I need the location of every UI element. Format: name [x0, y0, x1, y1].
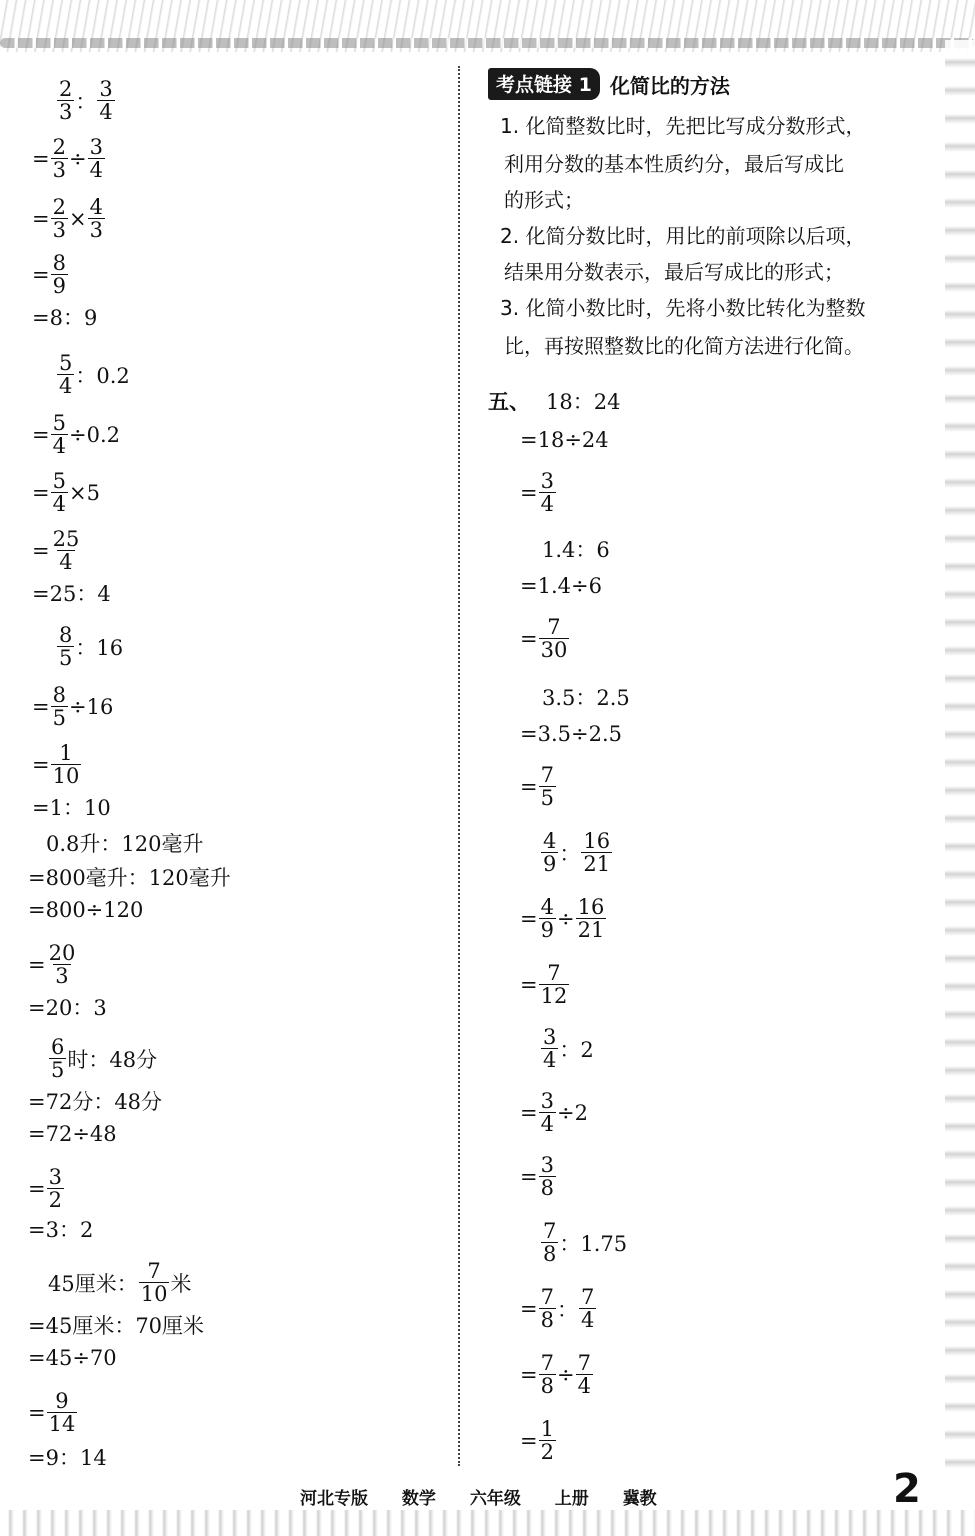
expression-text: =9：14 — [28, 1446, 107, 1470]
denominator: 30 — [540, 638, 568, 663]
fraction — [51, 136, 68, 181]
numerator: 8 — [59, 623, 73, 647]
tip-line-5: 3. 化简小数比时，先将小数比转化为整数 — [500, 296, 866, 320]
expression-text: = — [32, 752, 50, 777]
numerator: 3 — [540, 469, 554, 493]
expression-text: ：1.75 — [559, 1231, 628, 1256]
denominator: 4 — [99, 100, 113, 125]
fraction — [541, 1220, 558, 1265]
expression-text: = — [520, 1164, 538, 1189]
expression-text: = — [520, 1362, 538, 1387]
left-step-14 — [46, 828, 203, 858]
left-step-20 — [28, 1086, 162, 1116]
numerator: 3 — [540, 1153, 554, 1177]
left-step-13 — [32, 792, 111, 822]
column-divider — [458, 66, 460, 1466]
numerator: 8 — [52, 683, 66, 707]
numerator: 3 — [48, 1165, 62, 1189]
right-step-11 — [520, 962, 570, 1007]
expression-text: ：0.2 — [75, 363, 130, 388]
fraction — [579, 1286, 596, 1331]
denominator: 4 — [59, 374, 73, 399]
numerator: 16 — [577, 895, 605, 919]
right-step-4 — [520, 574, 602, 598]
numerator: 25 — [52, 527, 80, 551]
fraction — [539, 1090, 556, 1135]
expression-text: =800毫升：120毫升 — [28, 866, 231, 890]
expression-text: = — [520, 626, 538, 651]
expression-text: ÷0.2 — [68, 422, 120, 447]
footer-subject: 数学 — [401, 1489, 436, 1509]
fraction — [51, 742, 82, 787]
section-label-five: 五、 — [488, 390, 530, 414]
expression-text: ： — [75, 89, 97, 114]
fraction — [539, 470, 556, 515]
expression-text: = — [32, 206, 50, 231]
expression-text: 1.4：6 — [542, 538, 610, 562]
footer-publisher: 冀教 — [622, 1489, 657, 1509]
denominator: 5 — [52, 706, 66, 731]
expression-text: ÷16 — [68, 694, 114, 719]
expression-text: =20：3 — [28, 996, 107, 1020]
denominator: 4 — [543, 1048, 557, 1073]
left-step-0 — [56, 78, 116, 123]
expression-text: =1.4÷6 — [520, 574, 602, 598]
denominator: 12 — [540, 984, 568, 1009]
right-step-0 — [546, 386, 620, 416]
expression-text: 米 — [170, 1271, 192, 1296]
denominator: 3 — [55, 964, 69, 989]
fraction — [541, 830, 558, 875]
fraction — [539, 1352, 556, 1397]
expression-text: ：16 — [75, 635, 124, 660]
fraction — [88, 136, 105, 181]
fraction — [581, 830, 612, 875]
denominator: 8 — [540, 1374, 554, 1399]
left-step-4 — [32, 302, 97, 332]
numerator: 8 — [52, 251, 66, 275]
numerator: 7 — [577, 1351, 591, 1375]
tip-line-6: 比，再按照整数比的化简方法进行化简。 — [504, 334, 864, 358]
expression-text: = — [520, 972, 538, 997]
numerator: 7 — [540, 1351, 554, 1375]
fraction — [51, 684, 68, 729]
numerator: 7 — [547, 961, 561, 985]
left-step-16 — [28, 898, 143, 922]
expression-text: = — [32, 538, 50, 563]
expression-text: =45÷70 — [28, 1346, 117, 1370]
denominator: 5 — [51, 1058, 65, 1083]
right-step-14 — [520, 1154, 557, 1199]
expression-text: × — [68, 206, 87, 231]
tip-box — [488, 68, 730, 100]
fraction — [88, 196, 105, 241]
expression-text: = — [32, 480, 50, 505]
left-step-12 — [32, 742, 82, 787]
tip-tag: 考点链接 1 — [488, 68, 600, 100]
numerator: 20 — [48, 941, 76, 965]
denominator: 8 — [540, 1176, 554, 1201]
denominator: 5 — [540, 786, 554, 811]
right-step-17 — [520, 1352, 594, 1397]
footer-grade: 六年级 — [469, 1489, 521, 1509]
denominator: 4 — [52, 492, 66, 517]
left-step-8 — [32, 528, 82, 573]
expression-text: 45厘米： — [48, 1271, 138, 1296]
left-step-5 — [56, 352, 130, 397]
expression-text: 时：48分 — [67, 1047, 158, 1072]
left-step-21 — [28, 1122, 117, 1146]
expression-text: ÷ — [68, 146, 87, 171]
left-step-23 — [28, 1214, 93, 1244]
numerator: 4 — [540, 895, 554, 919]
left-step-25 — [28, 1310, 204, 1340]
right-step-3 — [542, 534, 610, 564]
numerator: 3 — [540, 1089, 554, 1113]
denominator: 4 — [540, 492, 554, 517]
denominator: 9 — [52, 274, 66, 299]
numerator: 7 — [580, 1285, 595, 1309]
expression-text: =72分：48分 — [28, 1090, 163, 1114]
tip-line-2: 的形式； — [504, 188, 584, 212]
denominator: 4 — [577, 1374, 591, 1399]
right-step-10 — [520, 896, 607, 941]
numerator: 2 — [52, 195, 66, 219]
right-step-2 — [520, 470, 557, 515]
denominator: 4 — [59, 550, 73, 575]
fraction — [51, 252, 68, 297]
left-step-17 — [28, 942, 78, 987]
footer-volume: 上册 — [554, 1489, 589, 1509]
right-step-6 — [542, 682, 630, 712]
tip-line-4: 结果用分数表示，最后写成比的形式； — [504, 260, 844, 284]
expression-text: 3.5：2.5 — [542, 686, 630, 710]
left-step-28 — [28, 1442, 107, 1472]
numerator: 9 — [55, 1389, 69, 1413]
fraction — [539, 1286, 556, 1331]
expression-text: = — [520, 906, 538, 931]
left-step-24 — [48, 1260, 191, 1305]
expression-text: = — [520, 1428, 538, 1453]
expression-text: = — [32, 146, 50, 171]
numerator: 3 — [99, 77, 113, 101]
fraction — [539, 896, 556, 941]
denominator: 21 — [583, 852, 611, 877]
numerator: 2 — [52, 135, 66, 159]
denominator: 10 — [52, 764, 80, 789]
numerator: 1 — [540, 1417, 554, 1441]
denominator: 3 — [52, 218, 66, 243]
fraction — [539, 764, 556, 809]
left-step-15 — [28, 862, 231, 892]
fraction — [576, 896, 607, 941]
left-step-2 — [32, 196, 106, 241]
right-step-13 — [520, 1090, 588, 1135]
numerator: 6 — [51, 1035, 65, 1059]
denominator: 4 — [540, 1112, 554, 1137]
denominator: 9 — [540, 918, 554, 943]
numerator: 7 — [540, 1285, 554, 1309]
expression-text: ：2 — [559, 1037, 594, 1062]
expression-text: = — [520, 1296, 538, 1321]
expression-text: =25：4 — [32, 582, 111, 606]
expression-text: = — [28, 952, 46, 977]
left-step-7 — [32, 470, 100, 515]
fraction — [51, 196, 68, 241]
fraction — [539, 962, 570, 1007]
numerator: 1 — [59, 741, 73, 765]
expression-text: = — [28, 1176, 46, 1201]
expression-text: =45厘米：70厘米 — [28, 1314, 205, 1338]
left-step-10 — [56, 624, 123, 669]
right-step-18 — [520, 1418, 557, 1463]
numerator: 4 — [543, 829, 557, 853]
numerator: 5 — [52, 411, 66, 435]
fraction — [47, 1166, 64, 1211]
fraction — [97, 78, 114, 123]
right-step-16 — [520, 1286, 597, 1331]
expression-text: ： — [559, 841, 581, 866]
fraction — [539, 616, 570, 661]
denominator: 8 — [543, 1242, 557, 1267]
expression-text: =3.5÷2.5 — [520, 722, 622, 746]
left-step-1 — [32, 136, 106, 181]
left-step-27 — [28, 1390, 78, 1435]
fraction — [57, 624, 74, 669]
decorative-top-border — [0, 0, 975, 52]
expression-text: = — [32, 694, 50, 719]
expression-text: ÷ — [556, 906, 575, 931]
decorative-right-edge — [945, 40, 975, 1480]
numerator: 7 — [547, 615, 561, 639]
right-step-15 — [540, 1220, 627, 1265]
expression-text: = — [520, 480, 538, 505]
expression-text: ÷2 — [556, 1100, 588, 1125]
numerator: 7 — [540, 763, 554, 787]
footer — [300, 1484, 685, 1509]
numerator: 5 — [59, 351, 73, 375]
expression-text: = — [520, 1100, 538, 1125]
right-step-8 — [520, 764, 557, 809]
tip-line-0: 1. 化简整数比时，先把比写成分数形式， — [500, 114, 866, 138]
fraction — [47, 1390, 78, 1435]
expression-text: =3：2 — [28, 1218, 94, 1242]
expression-text: 18：24 — [546, 390, 621, 414]
fraction — [47, 942, 78, 987]
numerator: 7 — [543, 1219, 557, 1243]
left-step-3 — [32, 252, 69, 297]
left-step-18 — [28, 992, 107, 1022]
denominator: 21 — [577, 918, 605, 943]
left-step-19 — [48, 1036, 157, 1081]
expression-text: = — [32, 422, 50, 447]
numerator: 3 — [89, 135, 103, 159]
denominator: 10 — [140, 1282, 168, 1307]
expression-text: =18÷24 — [520, 428, 609, 452]
denominator: 3 — [59, 100, 73, 125]
fraction — [539, 1418, 556, 1463]
right-step-1 — [520, 428, 609, 452]
denominator: 14 — [48, 1412, 76, 1437]
expression-text: ： — [556, 1297, 578, 1322]
fraction — [49, 1036, 66, 1081]
numerator: 7 — [147, 1259, 161, 1283]
left-step-11 — [32, 684, 113, 729]
fraction — [539, 1154, 556, 1199]
expression-text: = — [28, 1400, 46, 1425]
fraction — [576, 1352, 593, 1397]
denominator: 3 — [52, 158, 66, 183]
left-step-22 — [28, 1166, 65, 1211]
tip-line-1: 利用分数的基本性质约分，最后写成比 — [504, 152, 844, 176]
expression-text: ÷ — [556, 1362, 575, 1387]
left-step-6 — [32, 412, 120, 457]
denominator: 8 — [540, 1308, 554, 1333]
right-step-9 — [540, 830, 613, 875]
decorative-bottom-border — [0, 1510, 975, 1536]
right-step-5 — [520, 616, 570, 661]
tip-title: 化简比的方法 — [609, 73, 730, 98]
denominator: 9 — [543, 852, 557, 877]
numerator: 16 — [583, 829, 611, 853]
expression-text: =8：9 — [32, 306, 98, 330]
expression-text: =800÷120 — [28, 898, 144, 922]
footer-edition: 河北专版 — [300, 1489, 368, 1509]
numerator: 2 — [59, 77, 73, 101]
denominator: 3 — [89, 218, 103, 243]
denominator: 4 — [52, 434, 66, 459]
expression-text: = — [520, 774, 538, 799]
expression-text: = — [32, 262, 50, 287]
fraction — [139, 1260, 170, 1305]
denominator: 4 — [89, 158, 103, 183]
tip-line-3: 2. 化简分数比时，用比的前项除以后项， — [500, 224, 866, 248]
fraction — [57, 352, 74, 397]
fraction — [57, 78, 74, 123]
expression-text: =72÷48 — [28, 1122, 117, 1146]
right-step-7 — [520, 722, 622, 746]
denominator: 4 — [580, 1308, 595, 1333]
numerator: 3 — [543, 1025, 557, 1049]
right-step-12 — [540, 1026, 594, 1071]
left-step-9 — [32, 578, 111, 608]
page-number: 2 — [893, 1466, 921, 1512]
fraction — [51, 528, 82, 573]
denominator: 5 — [59, 646, 73, 671]
left-step-26 — [28, 1346, 117, 1370]
fraction — [51, 412, 68, 457]
expression-text: =1：10 — [32, 796, 111, 820]
expression-text: 0.8升：120毫升 — [46, 832, 204, 856]
numerator: 5 — [52, 469, 66, 493]
fraction — [541, 1026, 558, 1071]
denominator: 2 — [48, 1188, 62, 1213]
denominator: 2 — [540, 1440, 554, 1465]
fraction — [51, 470, 68, 515]
expression-text: ×5 — [68, 480, 100, 505]
numerator: 4 — [89, 195, 103, 219]
